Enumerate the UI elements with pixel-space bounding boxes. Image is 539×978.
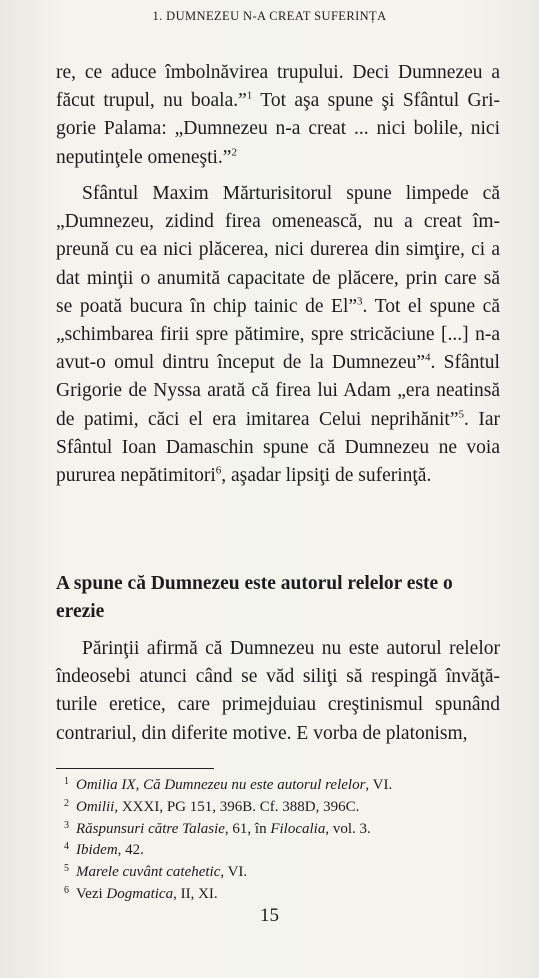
footnote-title: Omilii <box>76 798 115 815</box>
footnote-5: 5 Marele cuvânt catehetic, VI. <box>56 862 500 884</box>
footnote-divider <box>56 768 214 769</box>
paragraph-maxim <box>56 180 500 490</box>
footnote-title: Omilia IX, Că Dumnezeu nu este autorul relelor <box>76 777 366 793</box>
footnote-ref-1[interactable]: 1 <box>246 89 253 102</box>
footnote-number: 5 <box>64 863 69 875</box>
footnote-number: 1 <box>64 776 69 787</box>
footnote-ref-3[interactable]: 3 <box>357 295 363 308</box>
footnote-number: 4 <box>64 841 69 853</box>
footnotes <box>56 775 500 906</box>
footnote-ref-2[interactable]: 2 <box>231 146 237 159</box>
running-head: 1. DUMNEZEU N-A CREAT SUFERINȚA <box>152 9 387 23</box>
footnote-2: 2 Omilii, XXXI, PG 151, 396B. Cf. 388D, 396C. <box>56 797 500 819</box>
footnote-ref-6[interactable]: 6 <box>215 464 222 477</box>
p2-text-5: , aşadar lipsiţi de suferinţă. <box>221 465 432 487</box>
footnote-3: 3 Răspunsuri către Talasie, 61, în Filocalia, vol. 3. <box>56 819 500 841</box>
footnote-number: 3 <box>64 819 69 831</box>
p1-text-1: re, ce aduce îmbolnăvirea trupului. Deci Dumnezeu a făcut trupul, nu boala.” <box>56 62 500 112</box>
p2-text-2: . Tot el spune că „schimbarea firii spre pătimire, spre stricăciune [...] n-a avut-o omul dintru început de la Dumnezeu” <box>56 295 500 374</box>
paragraph-parinti <box>56 635 500 748</box>
footnote-ref-5[interactable]: 5 <box>458 408 464 421</box>
p2-text-1: Sfântul Maxim Mărturisitorul spune limpede că „Dumnezeu, zidind firea omenească, nu a creat împreună cu ea nici plăcerea, nici durerea din simţire, ci a dat minţii o anumită capacitate de plăcere, prin care să se poată bucura în chip tainic de El” <box>56 183 500 317</box>
footnote-4: 4 Ibidem, 42. <box>56 840 500 862</box>
p1-text-2: Tot aşa spune şi Sfântul Grigorie Palama: „Dumnezeu n-a creat ... nici bolile, nici neputinţele omeneşti.” <box>56 90 500 168</box>
footnote-title: Marele cuvânt catehetic <box>76 864 221 881</box>
section-heading: A spune că Dumnezeu este autorul relelor este o erezie <box>56 573 453 623</box>
footnote-6: 6 Vezi Dogmatica, II, XI. <box>56 884 500 906</box>
p2-text-3: . Sfântul Grigorie de Nyssa arată că firea lui Adam „era neatinsă de patimi, căci el era imitarea Celui neprihănit” <box>56 352 500 430</box>
page-number: 15 <box>260 905 279 926</box>
footnote-1: 1 Omilia IX, Că Dumnezeu nu este autorul relelor, VI. <box>56 775 500 797</box>
footnote-ref-4[interactable]: 4 <box>425 351 431 364</box>
paragraph-continuation <box>56 59 500 172</box>
footnote-title: Dogmatica <box>106 885 174 902</box>
footnote-title: Ibidem <box>76 842 118 859</box>
p2-text-4: . Iar Sfântul Ioan Damaschin spune că Dumnezeu ne voia pururea nepătimitori <box>56 408 500 487</box>
p3-text: Părinţii afirmă că Dumnezeu nu este autorul relelor îndeosebi atunci când se văd siliţi să respingă învăţăturile eretice, care primejduiau creştinismul spunând contrariul, din diferite motive. E vorba de platonism, <box>56 638 500 744</box>
footnote-number: 2 <box>64 797 69 809</box>
footnote-title: Răspunsuri către Talasie <box>76 820 225 837</box>
footnote-title-2: Filocalia <box>270 820 326 837</box>
footnote-number: 6 <box>64 884 69 896</box>
